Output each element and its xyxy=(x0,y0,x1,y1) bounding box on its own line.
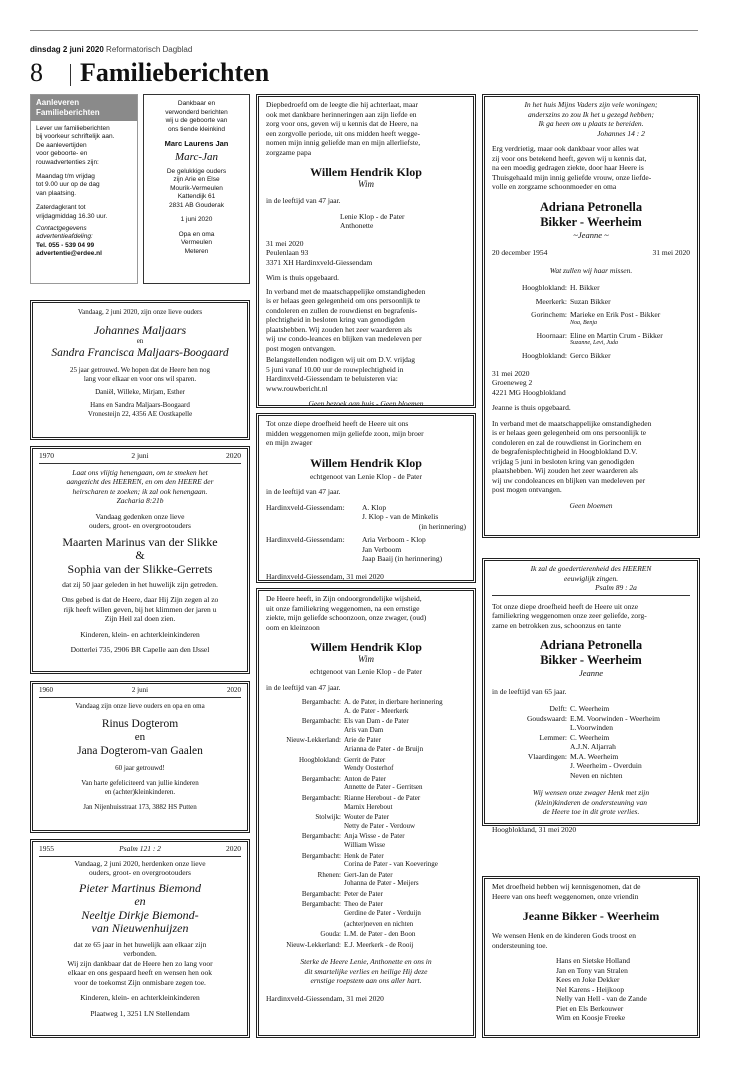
bikker1-closing: Geen bloemen xyxy=(569,500,613,510)
header-divider xyxy=(70,64,71,86)
klop3-sub: echtgenoot van Lenie Klop - de Pater xyxy=(309,667,423,676)
maljaars-address: Hans en Sandra Maljaars-Boogaard Vronesteijn 22, 4356 AE Oostkapelle xyxy=(87,401,193,418)
dogterom-wish: Van harte gefeliciteerd van jullie kinderen en (achter)kleinkinderen. xyxy=(81,779,199,796)
birth-date: 1 juni 2020 xyxy=(180,216,213,223)
birth-callname: Marc-Jan xyxy=(175,150,218,163)
biemond-intro: Vandaag, 2 juni 2020, herdenken onze lieve ouders, groot- en overgrootouders xyxy=(74,858,206,877)
dogterom-en: en xyxy=(134,731,146,743)
aanleveren-box xyxy=(30,94,138,284)
dogterom-address: Jan Nijenhuisstraat 173, 3882 HS Putten xyxy=(83,803,197,811)
bikker1-row: Gorinchem: Marieke en Erik Post - Bikker Noa, Benja xyxy=(531,310,661,326)
klop1-listen: Belangstellenden nodigen wij uit om D.V. vrijdag 5 juni vanaf 10.00 uur de rouwplechtigheid in Hardinxveld-Giessendam te beluisteren via: www.rouwbericht.nl xyxy=(266,355,466,393)
klop2-list xyxy=(266,503,466,564)
bikker2-footer: Hoogblokland, 31 mei 2020 xyxy=(492,824,577,834)
bikker1-address: 31 mei 2020 Groeneweg 2 4221 MG Hoogblokland xyxy=(492,368,566,397)
klop3-closing: Sterke de Heere Lenie, Anthonette en ons in dit smartelijke verlies en heilige Hij deze ernstige roepstem aan ons aller hart. xyxy=(300,957,432,986)
klop3-row: (achter)neven en nichten xyxy=(344,919,414,928)
klop3-row: Hoogblokland: Gerrit de Pater Wendy Oosterhof xyxy=(299,755,394,773)
dogterom-name1: Rinus Dogterom xyxy=(101,718,179,730)
klop3-age: in de leeftijd van 47 jaar. xyxy=(266,682,341,692)
klop3-row: Nieuw-Lekkerland: Arie de Pater Arianna de Pater - de Bruijn xyxy=(286,736,424,753)
biemond-years: 1955 Psalm 121 : 2 2020 xyxy=(39,844,241,857)
bikker1-miss: Wat zullen wij haar missen. xyxy=(549,265,633,275)
bikker1-home: Jeanne is thuis opgebaard. xyxy=(492,403,571,412)
bikker2-row: Lemmer: C. Weerheim A.J.N. Aljarrah xyxy=(539,732,616,751)
dogterom-married: 60 jaar getrouwd! xyxy=(115,764,165,772)
bikker3-names: Hans en Sietske Holland Jan en Tony van Stralen Kees en Joke Dekker Nel Karens - Heijkoop Nelly van Hell - van de Zande Piet en Els Berkouwer Wim en Koosje Freeke xyxy=(556,956,647,1022)
aanleveren-zaterdag: Zaterdagkrant tot vrijdagmiddag 16.30 uur. xyxy=(36,204,108,220)
maljaars-text: 25 jaar getrouwd. We hopen dat de Heere hen nog lang voor elkaar en voor ons wil sparen. xyxy=(69,366,211,383)
klop2-text: Tot onze diepe droefheid heeft de Heere uit ons midden weggenomen mijn geliefde zoon, mijn broer en mijn zwager xyxy=(266,419,424,447)
aanleveren-email[interactable]: advertentie@erdee.nl xyxy=(36,250,102,258)
klop2-row: Hardinxveld-Giessendam: Aria Verboom - Klop Jan Verboom Jaap Baaij (in herinnering) xyxy=(266,535,443,563)
obituary-bikker-friends xyxy=(482,876,700,1038)
klop1-text: Diepbedroefd om de leegte die hij achterlaat, maar ook met dankbare herinneringen aan zijn liefde en zorg voor ons, geven wij u kennis dat de Heere, na een zorgvolle periode, uit ons midden heeft wegge- nomen mijn innig geliefde man en mijn allerliefste, zorgzame papa xyxy=(266,100,421,157)
birth-notice-marcjan xyxy=(143,94,250,284)
bikker1-row: Hoogblokland: Gerco Bikker xyxy=(522,351,611,360)
bikker2-text: Tot onze diepe droefheid heeft de Heere uit onze familiekring weggenomen onze zeer geliefde, zorg- zame en betrokken zus, schoonzus en tante xyxy=(492,601,647,630)
anniversary-maljaars xyxy=(30,300,250,440)
aanleveren-subtitle: Familieberichten xyxy=(36,108,100,117)
klop3-list xyxy=(266,698,466,949)
bikker1-dates: 20 december 1954 31 mei 2020 xyxy=(492,248,690,257)
birth-grandparents: Opa en oma Vermeulen Meteren xyxy=(178,230,215,255)
aanleveren-intro: Lever uw familieberichten bij voorkeur schriftelijk aan. De aanlevertijden voor geboorte- en rouwadvertenties zijn: xyxy=(36,125,115,166)
bikker2-row: Goudswaard: E.M. Voorwinden - Weerheim L.Voorwinden xyxy=(527,713,661,732)
aanleveren-header xyxy=(31,95,137,121)
bikker1-row: Hoornaar: Eline en Martin Crum - Bikker Suzanne, Levi, Juda xyxy=(536,330,663,346)
birth-intro: Dankbaar en verwonderd berichten wij u de geboorte van ons tiende kleinkind xyxy=(165,100,228,133)
bikker2-closing: Wij wensen onze zwager Henk met zijn (klein)kinderen de ondersteuning van de Heere toe in dit grote verlies. xyxy=(532,788,650,816)
klop3-row: Bergambacht: Henk de Pater Corina de Pater - van Koeveringe xyxy=(301,851,438,869)
klop2-name: Willem Hendrik Klop xyxy=(310,455,422,470)
obituary-bikker-family xyxy=(482,94,700,538)
klop2-footer: Hardinxveld-Giessendam, 31 mei 2020 xyxy=(266,571,384,581)
birth-parents: De gelukkige ouders zijn Arie en Else Mourik-Vermeulen Kattendijk 61 2831 AB Gouderak xyxy=(166,167,227,209)
slikke-children: Kinderen, klein- en achterkleinkinderen xyxy=(80,629,200,639)
klop1-age: in de leeftijd van 47 jaar. xyxy=(266,196,341,205)
aanleveren-contact-label: Contactgegevens advertentieafdeling: xyxy=(36,225,93,241)
klop3-callname: Wim xyxy=(357,654,374,664)
dogterom-intro: Vandaag zijn onze lieve ouders en opa en oma xyxy=(75,702,205,710)
bikker3-wish: We wensen Henk en de kinderen Gods troost en ondersteuning toe. xyxy=(492,931,636,950)
bikker1-quote: In het huis Mijns Vaders zijn vele woningen; anderszins zo zou Ik het u gezegd hebben; Ik ga heen om u plaats te bereiden. Johannes 14 : 2 xyxy=(524,100,658,138)
bikker2-callname: Jeanne xyxy=(578,668,604,678)
section-title: Familieberichten xyxy=(80,58,270,87)
biemond-text: dat ze 65 jaar in het huwelijk aan elkaar zijn verbonden. Wij zijn dankbaar dat de Heere hen zo lang voor elkaar en ons gespaard heeft en wensen hen ook voor de toekomst Zijn onmisbare zegen toe. xyxy=(67,939,213,987)
klop3-name: Willem Hendrik Klop xyxy=(310,640,422,654)
birth-fullname: Marc Laurens Jan xyxy=(164,139,229,148)
klop3-row: Bergambacht: Els van Dam - de Pater Aris van Dam xyxy=(301,717,409,734)
klop3-row: Bergambacht: Anja Wisse - de Pater William Wisse xyxy=(301,832,405,849)
slikke-name2: Sophia van der Slikke-Gerrets xyxy=(67,561,213,576)
klop1-home: Wim is thuis opgebaard. xyxy=(266,273,340,282)
dogterom-name2: Jana Dogterom-van Gaalen xyxy=(77,745,203,757)
klop3-row: Stolwijk: Wouter de Pater Netty de Pater - Verdouw xyxy=(315,813,416,830)
slikke-line: dat zij 50 jaar geleden in het huwelijk zijn getreden. xyxy=(62,579,218,589)
slikke-quote: Laat ons vlijtig henengaan, om te smeken het aangezicht des HEEREN, en om den HEERE der heirscharen te zoeken; ik zal ook henengaan. Zacharia 8:21b xyxy=(66,467,214,505)
bikker3-name: Jeanne Bikker - Weerheim xyxy=(522,909,660,923)
aanleveren-times: Maandag t/m vrijdag tot 9.00 uur op de dag van plaatsing. xyxy=(36,173,100,197)
maljaars-en: en xyxy=(136,337,144,345)
klop3-footer: Hardinxveld-Giessendam, 31 mei 2020 xyxy=(266,993,384,1003)
bikker2-quote: Ik zal de goedertierenheid des HEEREN eeuwiglijk zingen. Psalm 89 : 2a xyxy=(492,564,690,596)
anniversary-biemond xyxy=(30,839,250,1038)
klop2-row: Hardinxveld-Giessendam: A. Klop J. Klop - van de Minkelis (in herinnering) xyxy=(266,502,466,531)
anniversary-dogterom xyxy=(30,681,250,833)
aanleveren-title: Aanleveren xyxy=(36,98,80,107)
bikker1-callname: ~Jeanne ~ xyxy=(573,229,609,240)
klop3-row: Gouda: L.M. de Pater - den Boon xyxy=(320,930,416,939)
slikke-intro: Vandaag gedenken onze lieve ouders, groot- en overgrootouders xyxy=(89,511,191,530)
klop2-sub: echtgenoot van Lenie Klop - de Pater xyxy=(309,471,423,481)
slikke-years: 1970 2 juni 2020 xyxy=(39,451,241,464)
klop3-row: Rhenen: Gert-Jan de Pater Johanna de Pater - Meijers xyxy=(317,870,419,888)
header-date: dinsdag 2 juni 2020 xyxy=(30,45,104,54)
bikker2-age: in de leeftijd van 65 jaar. xyxy=(492,686,567,696)
bikker2-name: Adriana Petronella Bikker - Weerheim xyxy=(539,638,643,667)
dogterom-years: 1960 2 juni 2020 xyxy=(39,686,241,698)
slikke-text: Ons gebed is dat de Heere, daar Hij Zijn zegen al zo rijk heeft willen geven, bij het klimmen der jaren u Zijn Heil zal doen zien. xyxy=(61,595,219,623)
page-number: 8 xyxy=(30,58,43,87)
klop1-family: Lenie Klop - de Pater Anthonette xyxy=(340,211,405,230)
biemond-en: en xyxy=(134,894,146,908)
klop1-closing: Geen bezoek aan huis - Geen bloemen xyxy=(308,399,424,408)
klop3-text: De Heere heeft, in Zijn ondoorgrondelijke wijsheid, uit onze familiekring weggenomen, na een ernstige ziekte, mijn geliefde schoonzoon, onze zwager, (oud) oom en kleinzoon xyxy=(266,594,427,632)
obituary-bikker-siblings xyxy=(482,558,700,834)
maljaars-intro: Vandaag, 2 juni 2020, zijn onze lieve ouders xyxy=(77,308,203,316)
klop3-row: Bergambacht: Peter de Pater xyxy=(301,889,383,898)
maljaars-name2: Sandra Francisca Maljaars-Boogaard xyxy=(51,347,229,359)
biemond-name2: Neeltje Dirkje Biemond- van Nieuwenhuijzen xyxy=(81,907,199,935)
biemond-address: Plaatweg 1, 3251 LN Stellendam xyxy=(90,1008,190,1018)
klop3-row: Bergambacht: Theo de Pater Gerdine de Pater - Verduijn xyxy=(301,900,421,918)
bikker2-row: Vlaardingen: M.A. Weerheim J. Weerheim - Overduin Neven en nichten xyxy=(527,751,642,780)
obituary-klop-relatives xyxy=(256,413,476,583)
slikke-address: Dotterlei 735, 2906 BR Capelle aan den IJssel xyxy=(70,645,210,654)
slikke-name1: Maarten Marinus van der Slikke xyxy=(62,534,218,549)
header-dateline xyxy=(30,45,192,55)
bikker1-text: Erg verdrietig, maar ook dankbaar voor alles wat zij voor ons betekend heeft, geven wij u kennis dat, na een moedig gedragen ziekte, door haar Heere is Thuisgehaald mijn innig geliefde vrouw, onze liefde- volle en zorgzame schoonmoeder en oma xyxy=(492,144,652,191)
klop3-row: Bergambacht: A. de Pater, in dierbare herinnering A. de Pater - Meerkerk xyxy=(301,698,443,715)
header-paper: Reformatorisch Dagblad xyxy=(106,45,193,54)
anniversary-slikke xyxy=(30,446,250,674)
biemond-children: Kinderen, klein- en achterkleinkinderen xyxy=(80,993,200,1002)
klop1-name: Willem Hendrik Klop xyxy=(310,165,422,179)
klop3-row: Nieuw-Lekkerland: E.J. Meerkerk - de Rooij xyxy=(286,940,414,949)
bikker1-row: Meerkerk: Suzan Bikker xyxy=(535,296,611,306)
maljaars-children: Daniël, Willeke, Mirjam, Esther xyxy=(95,388,185,396)
bikker2-row: Delft: C. Weerheim xyxy=(549,704,610,713)
bikker1-name: Adriana Petronella Bikker - Weerheim xyxy=(539,199,643,229)
klop1-covid: In verband met de maatschappelijke omstandigheden is er helaas geen gelegenheid om ons persoonlijk te condoleren en zullen de rouwdienst en begrafenis- plechtigheid in besloten kring van genodigden plaatshebben. Wij zouden het zeer waarderen als wij uw condo-leances en blijken van medeleven per post mogen ontvangen. xyxy=(266,286,426,353)
klop3-row: Bergambacht: Anton de Pater Annette de Pater - Gerritsen xyxy=(301,774,423,792)
klop3-row: Bergambacht: Rianne Herebout - de Pater Marnix Herebout xyxy=(301,793,421,811)
bikker1-covid: In verband met de maatschappelijke omstandigheden is er helaas geen gelegenheid om ons persoonlijk te condoleren en zal de rouwdienst in Gorinchem en de begrafenisplechtigheid in Hoogblokland D.V. vrijdag 5 juni in besloten kring van genodigden plaatshebben. Wij zouden het zeer waarderen als wij uw condoleances en blijken van medeleven per post mogen ontvangen. xyxy=(492,418,652,494)
obituary-klop-family xyxy=(256,94,476,408)
slikke-amp: & xyxy=(135,547,145,562)
bikker1-list xyxy=(492,283,690,361)
klop1-link[interactable]: www.rouwbericht.nl xyxy=(266,383,328,393)
aanleveren-phone[interactable]: Tel. 055 - 539 04 99 xyxy=(36,241,95,249)
maljaars-name1: Johannes Maljaars xyxy=(93,323,187,337)
bikker3-text: Met droefheid hebben wij kennisgenomen, dat de Heere van ons heeft weggenomen, onze vriendin xyxy=(492,882,641,901)
biemond-name1: Pieter Martinus Biemond xyxy=(79,880,201,895)
bikker1-row: Hoogblokland: H. Bikker xyxy=(522,283,600,292)
klop2-age: in de leeftijd van 47 jaar. xyxy=(266,487,341,496)
obituary-klop-inlaws xyxy=(256,588,476,1038)
klop1-callname: Wim xyxy=(357,179,374,189)
klop1-address: 31 mei 2020 Peulenlaan 93 3371 XH Hardinxveld-Giessendam xyxy=(266,238,373,267)
bikker2-list xyxy=(492,704,690,780)
top-rule xyxy=(30,30,698,31)
